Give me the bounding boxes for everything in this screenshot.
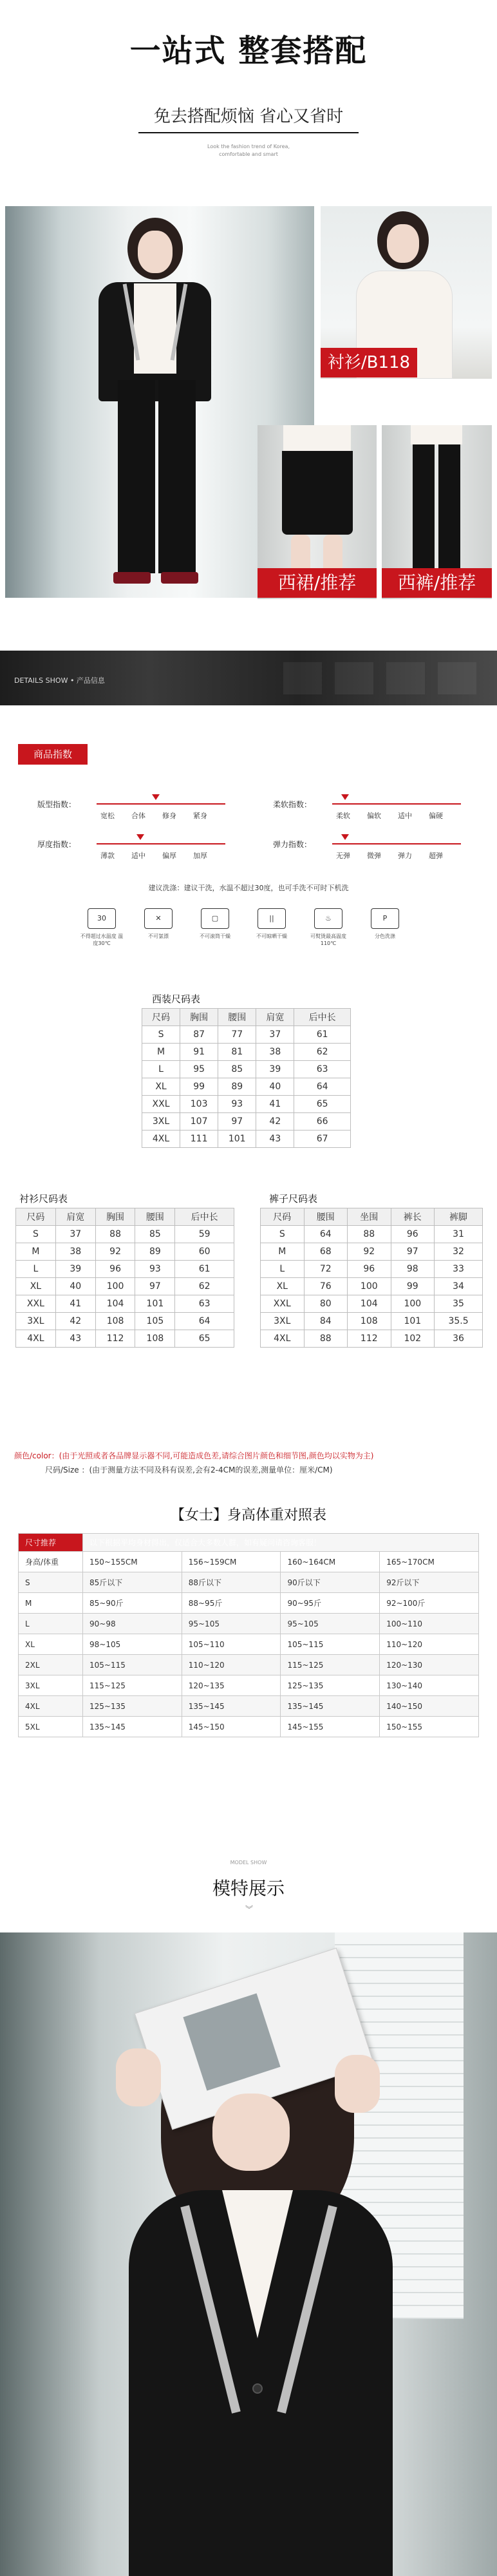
table-cell: L [142,1061,180,1078]
table-cell: 4XL [16,1330,56,1348]
table-cell: 85~90斤 [83,1593,182,1614]
table-row [16,1330,234,1348]
table-header-cell: 裤脚 [435,1208,483,1226]
table-cell: 67 [294,1131,351,1148]
table-row [142,1113,351,1131]
table-cell: 99 [180,1078,218,1096]
table-cell: 41 [256,1096,294,1113]
table-cell: 31 [435,1226,483,1243]
table-cell: 112 [95,1330,135,1348]
care-caption: 可熨烫最高温度110℃ [310,933,346,946]
table-cell: 41 [55,1295,95,1313]
table-cell: 77 [218,1026,256,1044]
table-row [261,1226,483,1243]
thickness-index-label: 厚度指数： [37,840,77,849]
table-cell: 108 [95,1313,135,1330]
table-row [16,1295,234,1313]
table-cell: 39 [55,1261,95,1278]
hang-dry-icon: || [258,908,286,929]
table-row [19,1675,479,1696]
fit-option: 修身 [162,812,176,820]
table-cell: 64 [294,1078,351,1096]
table-cell: XL [19,1634,83,1655]
table-cell: 62 [175,1278,234,1295]
table-header-cell: 165~170CM [380,1552,479,1572]
table-cell: 37 [55,1226,95,1243]
table-cell: 88 [348,1226,391,1243]
table-cell: 43 [55,1330,95,1348]
table-row [261,1313,483,1330]
table-cell: 107 [180,1113,218,1131]
care-caption: 分色洗涤 [375,933,395,939]
skirt-tag: 西裙/推荐 [258,568,377,598]
table-cell: 4XL [261,1330,305,1348]
table-cell: 43 [256,1131,294,1148]
table-cell: 96 [95,1261,135,1278]
care-caption: 不可晾晒干燥 [256,933,287,939]
table-cell: 90~98 [83,1614,182,1634]
table-row [16,1243,234,1261]
table-cell: 34 [435,1278,483,1295]
table-header-cell: 胸围 [180,1009,218,1026]
table-cell: 103 [180,1096,218,1113]
table-cell: 115~125 [281,1655,380,1675]
table-row [16,1278,234,1295]
table-cell: 125~135 [281,1675,380,1696]
table-header-cell: 裤长 [391,1208,435,1226]
table-cell: 88斤以下 [182,1572,281,1593]
table-cell: 66 [294,1113,351,1131]
shirt-size-table [15,1208,234,1348]
table-row [142,1078,351,1096]
table-cell: 80 [304,1295,348,1313]
hw-table-title: 【女士】身高体重对照表 [170,1507,326,1523]
color-note: 颜色/color：(由于光照或者各品牌显示器不同,可能造成色差,请综合图片颜色和细节图,颜色均以实物为主) [14,1451,374,1460]
table-cell: 5XL [19,1717,83,1737]
table-cell: XXL [261,1295,305,1313]
table-cell: 145~155 [281,1717,380,1737]
table-cell: 90斤以下 [281,1572,380,1593]
table-cell: 88 [95,1226,135,1243]
stretch-index-marker [341,834,349,840]
table-cell: 135~145 [281,1696,380,1717]
thickness-index-scale [97,843,225,844]
table-row [19,1655,479,1675]
table-cell: 93 [218,1096,256,1113]
table-header-cell: 腰围 [135,1208,175,1226]
table-cell: 97 [391,1243,435,1261]
dry-clean-icon: P [371,908,399,929]
table-cell: 59 [175,1226,234,1243]
table-cell: 100 [95,1278,135,1295]
model-photo [0,1932,497,2576]
table-cell: 4XL [19,1696,83,1717]
stretch-option: 微弹 [367,852,381,860]
shirt-table-title: 衬衫尺码表 [19,1193,68,1205]
table-cell: 150~155 [380,1717,479,1737]
care-instructions: 建议洗涤：建议干洗，水温不超过30度，也可手洗不可时下机洗 [148,884,349,892]
table-cell: 95~105 [281,1614,380,1634]
table-cell: 140~150 [380,1696,479,1717]
table-cell: L [19,1614,83,1634]
table-cell: S [142,1026,180,1044]
table-cell: 61 [175,1261,234,1278]
table-cell: 76 [304,1278,348,1295]
table-cell: 104 [95,1295,135,1313]
table-cell: 3XL [19,1675,83,1696]
table-row [142,1044,351,1061]
table-cell: 130~140 [380,1675,479,1696]
table-cell: XL [261,1278,305,1295]
table-header-row [19,1534,479,1552]
suit-table-title: 西装尺码表 [152,993,201,1005]
table-cell: S [19,1572,83,1593]
table-cell: 120~130 [380,1655,479,1675]
table-cell: 110~120 [182,1655,281,1675]
table-subheader-row [19,1552,479,1572]
pants-table-title: 裤子尺码表 [269,1193,318,1205]
height-weight-table [18,1533,479,1737]
table-cell: 96 [391,1226,435,1243]
table-header-cell: 后中长 [175,1208,234,1226]
suit-size-table [142,1008,351,1148]
table-cell: 108 [135,1330,175,1348]
thickness-index-marker [136,834,144,840]
table-row [261,1243,483,1261]
size-note: 尺码/Size ：(由于测量方法不同及科有误差,会有2-4CM的误差,测量单位：厘米/CM) [45,1465,333,1474]
table-cell: 39 [256,1061,294,1078]
table-row [16,1261,234,1278]
table-cell: 93 [135,1261,175,1278]
table-header-cell: 尺码 [261,1208,305,1226]
page-title: 一站式 整套搭配 [129,33,368,69]
table-row [142,1026,351,1044]
table-row [16,1226,234,1243]
table-cell: 35.5 [435,1313,483,1330]
table-cell: 3XL [142,1113,180,1131]
chevron-down-icon: ︾ [245,1905,252,1914]
table-cell: 35 [435,1295,483,1313]
table-cell: 145~150 [182,1717,281,1737]
table-cell: 105~115 [83,1655,182,1675]
table-header-row [261,1208,483,1226]
table-cell: M [19,1593,83,1614]
model-section-title: 模特展示 [212,1878,285,1899]
table-cell: S [261,1226,305,1243]
table-row [19,1717,479,1737]
table-cell: 84 [304,1313,348,1330]
table-cell: 105~110 [182,1634,281,1655]
table-cell: 115~125 [83,1675,182,1696]
table-cell: 92~100斤 [380,1593,479,1614]
table-header-cell: 150~155CM [83,1552,182,1572]
fit-index-label: 版型指数： [37,800,77,809]
table-cell: 135~145 [182,1696,281,1717]
table-cell: 125~135 [83,1696,182,1717]
table-cell: 98 [391,1261,435,1278]
table-cell: 105~115 [281,1634,380,1655]
thickness-option: 适中 [131,852,145,860]
table-header-cell: 尺码 [16,1208,56,1226]
fit-option: 合体 [131,812,145,820]
table-cell: 104 [348,1295,391,1313]
table-row [19,1696,479,1717]
softness-option: 柔软 [336,812,350,820]
table-cell: 96 [348,1261,391,1278]
table-cell: 42 [256,1113,294,1131]
table-cell: 88~95斤 [182,1593,281,1614]
table-header-cell: 160~164CM [281,1552,380,1572]
table-header-cell: 尺码 [142,1009,180,1026]
table-header-cell: 以下根据平均身材得出，仅适合大多数人群，如有疑问请咨询客服！ [83,1534,479,1552]
table-cell: 105 [135,1313,175,1330]
thickness-option: 加厚 [193,852,207,860]
pants-photo [382,425,492,599]
stretch-index-scale [332,843,461,844]
hero-caption [0,143,497,158]
care-caption: 不可氯漂 [148,933,169,939]
table-cell: 4XL [142,1131,180,1148]
table-cell: 101 [135,1295,175,1313]
table-header-cell: 156~159CM [182,1552,281,1572]
table-header-cell: 身高/体重 [19,1552,83,1572]
softness-index-marker [341,794,349,800]
table-cell: 85 [135,1226,175,1243]
softness-index-scale [332,803,461,805]
table-cell: 33 [435,1261,483,1278]
table-cell: 120~135 [182,1675,281,1696]
table-cell: 63 [175,1295,234,1313]
table-row [19,1593,479,1614]
hero-caption-line-1: Look the fashion trend of Korea, [207,144,290,149]
table-cell: 85斤以下 [83,1572,182,1593]
table-cell: 110~120 [380,1634,479,1655]
table-cell: S [16,1226,56,1243]
stretch-option: 无弹 [336,852,350,860]
table-cell: 87 [180,1026,218,1044]
table-cell: 89 [135,1243,175,1261]
table-cell: 101 [218,1131,256,1148]
table-cell: 95 [180,1061,218,1078]
table-row [19,1634,479,1655]
stretch-index-label: 弹力指数： [273,840,312,849]
table-row [16,1313,234,1330]
table-cell: 64 [304,1226,348,1243]
table-header-cell: 腰围 [218,1009,256,1026]
table-cell: 65 [175,1330,234,1348]
table-header-cell: 后中长 [294,1009,351,1026]
softness-option: 偏硬 [429,812,443,820]
shirt-tag: 衬衫/B118 [321,348,417,377]
table-cell: XXL [16,1295,56,1313]
table-cell: 97 [135,1278,175,1295]
table-row [142,1096,351,1113]
table-cell: 91 [180,1044,218,1061]
table-header-cell: 腰围 [304,1208,348,1226]
thickness-option: 偏厚 [162,852,176,860]
table-cell: 32 [435,1243,483,1261]
subtitle-underline [138,132,359,133]
table-cell: 38 [256,1044,294,1061]
skirt-photo [258,425,377,599]
table-cell: XL [142,1078,180,1096]
table-cell: 64 [175,1313,234,1330]
table-cell: 95~105 [182,1614,281,1634]
table-cell: 92 [348,1243,391,1261]
table-cell: 60 [175,1243,234,1261]
thickness-option: 薄款 [100,852,115,860]
table-cell: 81 [218,1044,256,1061]
table-row [261,1261,483,1278]
table-cell: 98~105 [83,1634,182,1655]
table-cell: 40 [55,1278,95,1295]
table-cell: 63 [294,1061,351,1078]
table-cell: 89 [218,1078,256,1096]
table-row [19,1614,479,1634]
details-banner-label: DETAILS SHOW • 产品信息 [14,676,105,685]
table-cell: 100 [348,1278,391,1295]
table-cell: 101 [391,1313,435,1330]
table-row [142,1061,351,1078]
table-header-cell: 坐围 [348,1208,391,1226]
table-row [261,1278,483,1295]
table-cell: 62 [294,1044,351,1061]
fit-option: 紧身 [193,812,207,820]
hero-caption-line-2: comfortable and smart [219,151,278,157]
table-cell: 100 [391,1295,435,1313]
table-cell: XL [16,1278,56,1295]
no-bleach-icon: ✕ [144,908,173,929]
table-row [261,1330,483,1348]
table-cell: 68 [304,1243,348,1261]
table-row [261,1295,483,1313]
table-header-cell: 尺寸推荐 [19,1534,83,1552]
table-header-cell: 胸围 [95,1208,135,1226]
softness-index-label: 柔软指数： [273,800,312,809]
pants-tag: 西裤/推荐 [382,568,492,598]
softness-option: 适中 [398,812,412,820]
table-cell: 37 [256,1026,294,1044]
table-row [142,1131,351,1148]
table-header-row [16,1208,234,1226]
table-cell: 108 [348,1313,391,1330]
softness-option: 偏软 [367,812,381,820]
table-cell: L [16,1261,56,1278]
fit-option: 宽松 [100,812,115,820]
table-header-row [142,1009,351,1026]
table-cell: 36 [435,1330,483,1348]
table-cell: 92 [95,1243,135,1261]
table-cell: 112 [348,1330,391,1348]
table-cell: 97 [218,1113,256,1131]
care-caption: 不可滚筒干燥 [200,933,230,939]
table-cell: 135~145 [83,1717,182,1737]
table-cell: 72 [304,1261,348,1278]
table-row [19,1572,479,1593]
tumble-dry-icon: ▢ [201,908,229,929]
table-cell: L [261,1261,305,1278]
table-cell: 92斤以下 [380,1572,479,1593]
iron-icon: ♨ [314,908,342,929]
table-cell: 85 [218,1061,256,1078]
table-cell: 100~110 [380,1614,479,1634]
table-cell: 3XL [16,1313,56,1330]
table-cell: 99 [391,1278,435,1295]
stretch-option: 超弹 [429,852,443,860]
fit-index-marker [152,794,160,800]
fit-index-scale [97,803,225,805]
table-cell: 3XL [261,1313,305,1330]
shirt-photo [321,206,492,379]
table-cell: 88 [304,1330,348,1348]
table-cell: M [261,1243,305,1261]
pants-size-table [260,1208,483,1348]
table-header-cell: 肩宽 [256,1009,294,1026]
table-cell: 40 [256,1078,294,1096]
page-subtitle: 免去搭配烦恼 省心又省时 [153,107,344,126]
table-cell: 102 [391,1330,435,1348]
table-cell: 2XL [19,1655,83,1675]
wash-30-icon: 30 [88,908,116,929]
table-header-cell: 肩宽 [55,1208,95,1226]
table-cell: 38 [55,1243,95,1261]
table-cell: 90~95斤 [281,1593,380,1614]
model-section-caption: MODEL SHOW [230,1860,267,1865]
stretch-option: 弹力 [398,852,412,860]
table-cell: 42 [55,1313,95,1330]
table-cell: 65 [294,1096,351,1113]
table-cell: M [16,1243,56,1261]
table-cell: M [142,1044,180,1061]
product-index-tag: 商品指数 [18,744,88,765]
table-cell: 111 [180,1131,218,1148]
table-cell: XXL [142,1096,180,1113]
care-caption: 不得超过水温度 温度30℃ [80,933,124,946]
table-cell: 61 [294,1026,351,1044]
